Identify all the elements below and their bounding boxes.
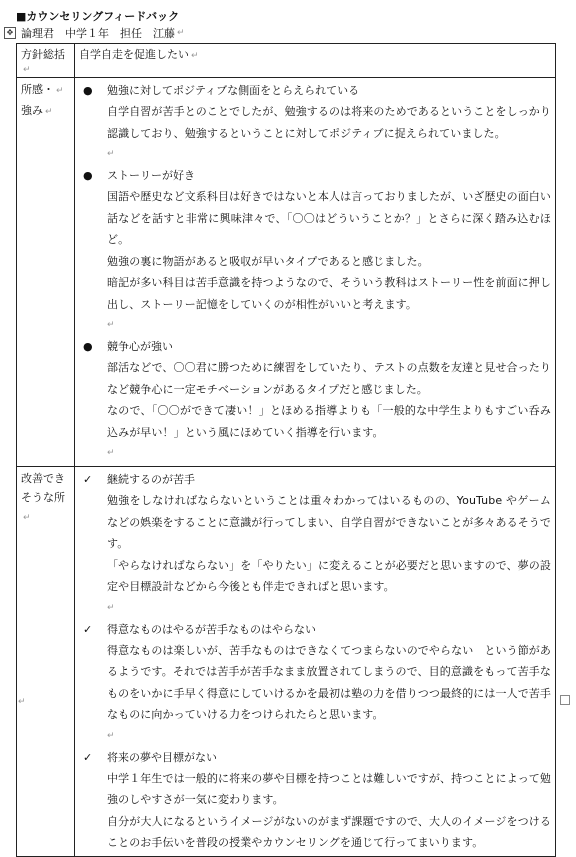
item-paragraph: 暗記が多い科目は苦手意識を持つようなので、そういう教科はストーリー性を前面に押し出し、ストーリー記憶をしていくのが相性がいいと考えます。 (107, 276, 551, 311)
item-paragraph: 自分が大人になるというイメージがないのがまず課題ですので、大人のイメージをつけることのお手伝いを普段の授業やカウンセリングを通じて行ってまいります。 (107, 814, 551, 849)
student-info-text: 論理君 中学１年 担任 江藤 (21, 27, 175, 40)
list-item (79, 469, 551, 490)
student-info-line (4, 25, 185, 41)
paragraph-mark-icon: ↵ (23, 513, 31, 523)
list-item (79, 336, 551, 357)
empty-paragraph: ↵ (107, 149, 115, 159)
item-paragraph: 部活などで、〇〇君に勝つために練習をしていたり、テストの点数を友達と見せ合ったりなど競争心に一定モチベーションがあるタイプだと感じました。 (107, 361, 551, 396)
improvements-content-cell (75, 467, 556, 857)
table-row-impressions (17, 78, 556, 467)
empty-paragraph: ↵ (107, 320, 115, 330)
empty-paragraph: ↵ (107, 602, 115, 613)
item-paragraph: 国語や歴史など文系科目は好きではないと本人は言っておりましたが、いざ歴史の面白い話などを話すと非常に興味津々で、「〇〇はどういうことか？」とさらに深く踏み込むほど。 (107, 190, 551, 246)
item-heading: 将来の夢や目標がない (107, 750, 217, 764)
checkmark-icon: ✓ (83, 473, 93, 486)
improvements-label-cell (17, 467, 75, 857)
table-move-handle-icon[interactable]: ✥ (4, 27, 16, 39)
document-title: ■カウンセリングフィードバック (16, 10, 180, 23)
item-paragraph: 自学自習が苦手とのことでしたが、勉強するのは将来のためであるということをしっかり認識しており、勉強するということに対してポジティブに捉えられていました。 (107, 105, 551, 140)
policy-label: 方針総括 (21, 48, 65, 61)
paragraph-mark-icon: ↵ (177, 28, 185, 38)
item-paragraph: 「やらなければならない」を「やりたい」に変えることが必要だと思いますので、夢の設定や目標設計などから今後とも伴走できればと思います。 (107, 558, 551, 593)
item-heading: ストーリーが好き (107, 169, 195, 182)
item-paragraph: 得意なものは楽しいが、苦手なものはできなくてつまらないのでやらない という節があるようです。それでは苦手が苦手なまま放置されてしまうので、目的意識をもって苦手なものをいかに手早く得意にしていけるかを最初は塾の力を借りつつ最終的には一人で苦手なものに向かっていける力をつけられたらと思います。 (107, 643, 551, 721)
paragraph-mark-icon: ↵ (56, 86, 64, 96)
empty-paragraph: ↵ (107, 448, 115, 458)
feedback-table (16, 43, 556, 857)
impressions-content-cell (75, 78, 556, 467)
bullet-icon: ● (83, 169, 93, 182)
list-item (79, 165, 551, 186)
policy-label-cell (17, 44, 75, 78)
item-heading: 継続するのが苦手 (107, 473, 195, 486)
table-row-policy (17, 44, 556, 78)
bullet-icon: ● (83, 340, 93, 353)
item-paragraph: 中学１年生では一般的に将来の夢や目標を持つことは難しいですが、持つことによって勉強のしやすさが一気に変わります。 (107, 771, 551, 806)
checkmark-icon: ✓ (83, 622, 93, 636)
item-paragraph: なので、「〇〇ができて凄い！」とほめる指導よりも「一般的な中学生よりもすごい呑み込みが早い！」という風にほめていく指導を行います。 (107, 404, 551, 439)
policy-value: 自学自走を促進したい (79, 48, 189, 61)
item-heading: 競争心が強い (107, 340, 173, 353)
item-paragraph: 勉強をしなければならないということは重々わかってはいるものの、YouTube やゲームなどの娯楽をすることに意識が行ってしまい、自学自習ができないことが多々あるそうです。 (107, 494, 551, 550)
paragraph-mark-icon: ↵ (23, 65, 31, 75)
empty-paragraph: ↵ (107, 730, 115, 741)
checkmark-icon: ✓ (83, 750, 93, 764)
list-item (79, 747, 551, 768)
paragraph-mark-icon: ↵ (45, 107, 53, 117)
paragraph-mark-icon: ↵ (18, 697, 26, 707)
impressions-label-line2: 強み (21, 104, 43, 117)
improvements-label-line2: そうな所 (21, 491, 65, 504)
list-item (79, 619, 551, 640)
table-row-improvements (17, 467, 556, 857)
paragraph-mark-icon: ↵ (191, 51, 199, 61)
bullet-icon: ● (83, 84, 93, 97)
list-item (79, 80, 551, 101)
policy-value-cell (75, 44, 556, 78)
impressions-label-line1: 所感・ (21, 83, 54, 96)
item-heading: 得意なものはやるが苦手なものはやらない (107, 622, 316, 636)
item-paragraph: 勉強の裏に物語があると吸収が早いタイプであると感じました。 (107, 254, 429, 268)
table-resize-handle-icon[interactable] (560, 695, 570, 705)
impressions-label-cell (17, 78, 75, 467)
improvements-label-line1: 改善でき (21, 472, 65, 485)
item-heading: 勉強に対してポジティブな側面をとらえられている (107, 84, 360, 97)
